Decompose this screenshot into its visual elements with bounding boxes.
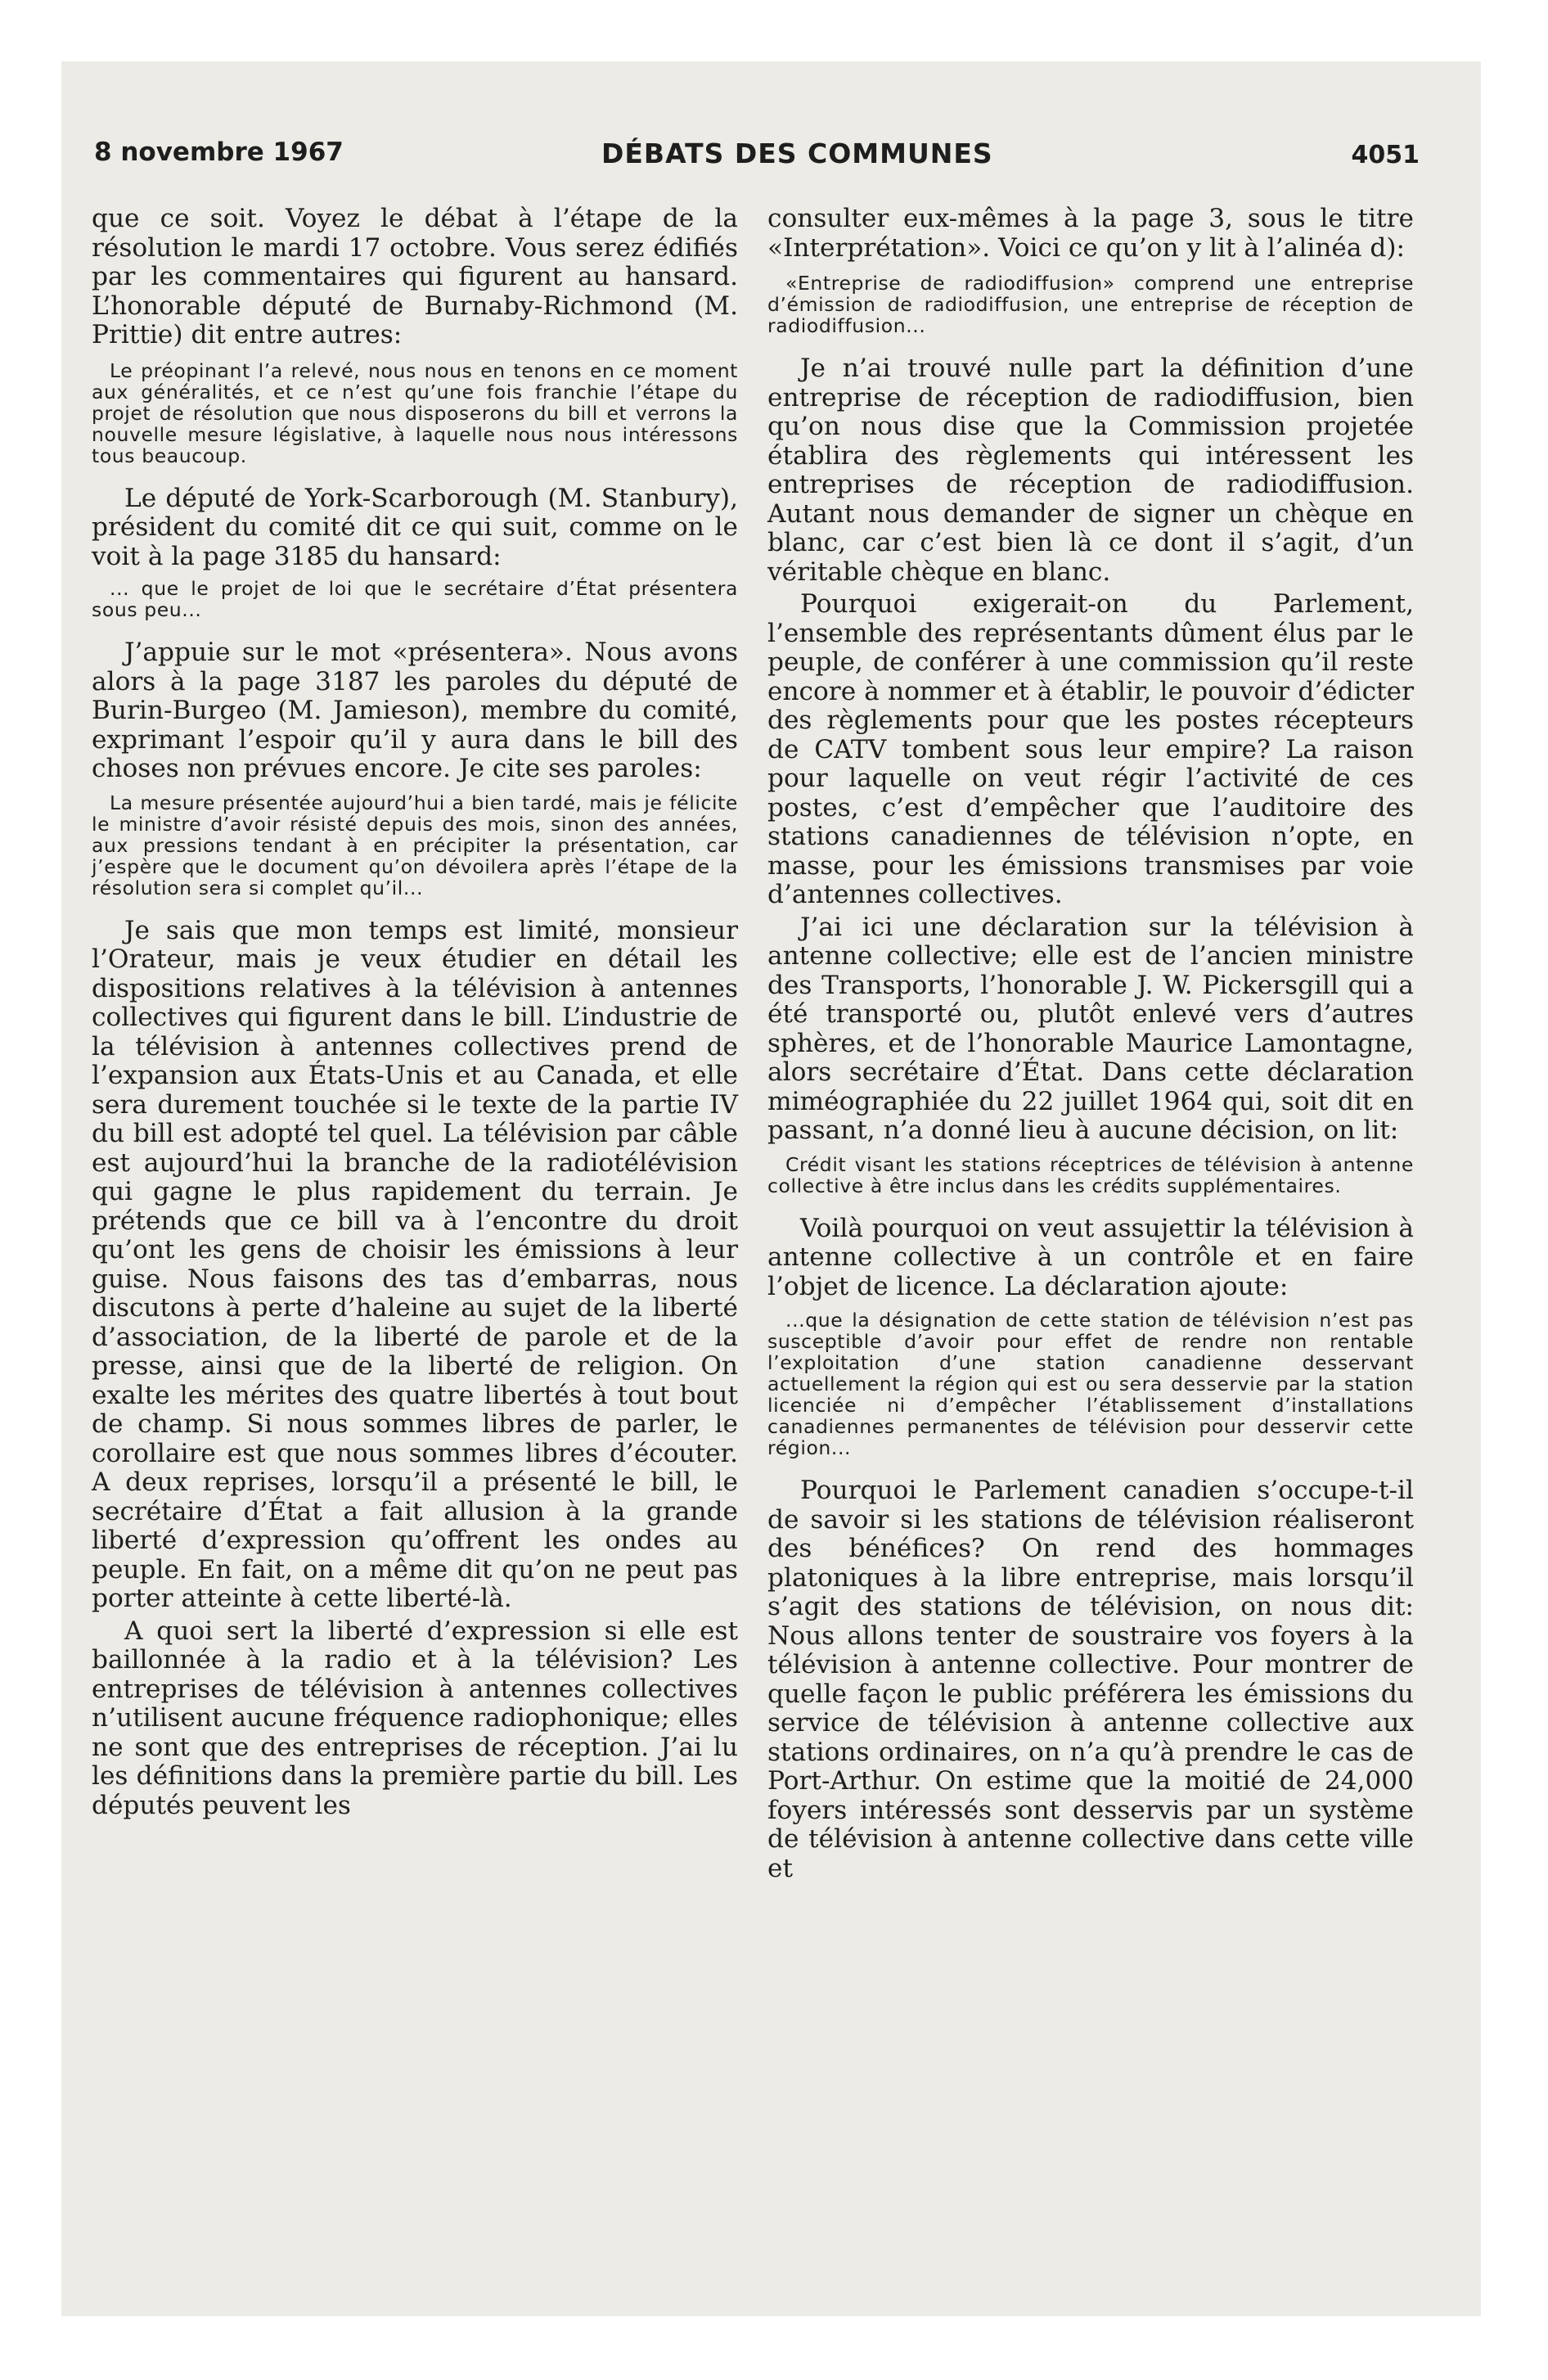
quotation: La mesure présentée aujourd’hui a bien tardé, mais je félicite le ministre d’avoir résisté depuis des mois, sinon des années, aux pressions tendant à en précipiter la présentation, car j’espère que le document qu’on dévoilera après l’étape de la résolution sera si complet qu’il... bbox=[92, 791, 738, 899]
paragraph: Pourquoi exigerait-on du Parlement, l’ensemble des représentants dûment élus par le peuple, de conférer à une commission qu’il reste encore à nommer et à établir, le pouvoir d’édicter des règlements pour que les postes récepteurs de CATV tombent sous leur empire? La raison pour laquelle on veut régir l’activité de ces postes, c’est d’empêcher que l’auditoire des stations canadiennes de télévision n’opte, en masse, pour les émissions transmises par voie d’antennes collectives. bbox=[767, 589, 1414, 909]
paragraph: Je sais que mon temps est limité, monsieur l’Orateur, mais je veux étudier en détail les dispositions relatives à la télévision à antennes collectives qui figurent dans le bill. L’industrie de la télévision à antennes collectives prend de l’expansion aux États-Unis et au Canada, et elle sera durement touchée si le texte de la partie IV du bill est adopté tel quel. La télévision par câble est aujourd’hui la branche de la radiotélévision qui gagne le plus rapidement du terrain. Je prétends que ce bill va à l’encontre du droit qu’ont les gens de choisir les émissions à leur guise. Nous faisons des tas d’embarras, nous discutons à perte d’haleine au sujet de la liberté d’association, de la liberté de parole et de la presse, ainsi que de la liberté de religion. On exalte les mérites des quatre libertés à tout bout de champ. Si nous sommes libres de parler, le corollaire est que nous sommes libres d’écouter. A deux reprises, lorsqu’il a présenté le bill, le secrétaire d’État a fait allusion à la grande liberté d’expression qu’offrent les ondes au peuple. En fait, on a même dit qu’on ne peut pas porter atteinte à cette liberté-là. bbox=[92, 915, 738, 1613]
quotation: «Entreprise de radiodiffusion» comprend une entreprise d’émission de radiodiffusion, une entreprise de réception de radiodiffusion... bbox=[767, 272, 1414, 337]
page-number: 4051 bbox=[1351, 141, 1420, 169]
quotation: ...que la désignation de cette station de télévision n’est pas susceptible d’avoir pour effet de rendre non rentable l’exploitation d’une station canadienne desservant actuellement la région qui est ou sera desservie par la station licenciée ni d’empêcher l’établissement d’installations canadiennes permanentes de télévision pour desservir cette région... bbox=[767, 1309, 1414, 1459]
paragraph: consulter eux-mêmes à la page 3, sous le titre «Interprétation». Voici ce qu’on y lit à l’alinéa d): bbox=[767, 204, 1414, 263]
quotation: Le préopinant l’a relevé, nous nous en tenons en ce moment aux généralités, et ce n’est qu’une fois franchie l’étape du projet de résolution que nous disposerons du bill et verrons la nouvelle mesure législative, à laquelle nous nous intéressons tous beaucoup. bbox=[92, 358, 738, 467]
paragraph: Le député de York-Scarborough (M. Stanbury), président du comité dit ce qui suit, comme on le voit à la page 3185 du hansard: bbox=[92, 483, 738, 571]
paragraph: A quoi sert la liberté d’expression si elle est baillonnée à la radio et à la télévision? Les entreprises de télévision à antennes collectives n’utilisent aucune fréquence radiophonique; elles ne sont que des entreprises de réception. J’ai lu les définitions dans la première partie du bill. Les députés peuvent les bbox=[92, 1616, 738, 1820]
paragraph: que ce soit. Voyez le débat à l’étape de la résolution le mardi 17 octobre. Vous serez édifiés par les commentaires qui figurent au hansard. L’honorable député de Burnaby-Richmond (M. Prittie) dit entre autres: bbox=[92, 204, 738, 349]
paragraph: J’ai ici une déclaration sur la télévision à antenne collective; elle est de l’ancien ministre des Transports, l’honorable J. W. Pickersgill qui a été transporté ou, plutôt enlevé vers d’autres sphères, et de l’honorable Maurice Lamontagne, alors secrétaire d’État. Dans cette déclaration miméographiée du 22 juillet 1964 qui, soit dit en passant, n’a donné lieu à aucune décision, on lit: bbox=[767, 912, 1414, 1145]
right-column bbox=[767, 205, 1414, 1883]
header-title: DÉBATS DES COMMUNES bbox=[601, 137, 993, 169]
paragraph: J’appuie sur le mot «présentera». Nous avons alors à la page 3187 les paroles du député de Burin-Burgeo (M. Jamieson), membre du comité, exprimant l’espoir qu’il y aura dans le bill des choses non prévues encore. Je cite ses paroles: bbox=[92, 638, 738, 783]
paragraph: Je n’ai trouvé nulle part la définition d’une entreprise de réception de radiodiffusion, bien qu’on nous dise que la Commission projetée établira des règlements qui intéressent les entreprises de réception de radiodiffusion. Autant nous demander de signer un chèque en blanc, car c’est bien là ce dont il s’agit, d’un véritable chèque en blanc. bbox=[767, 354, 1414, 587]
page-header bbox=[94, 137, 1420, 170]
quotation: ... que le projet de loi que le secrétaire d’État présentera sous peu... bbox=[92, 577, 738, 621]
left-column bbox=[92, 205, 738, 1820]
header-date: 8 novembre 1967 bbox=[94, 137, 344, 167]
paragraph: Pourquoi le Parlement canadien s’occupe-t-il de savoir si les stations de télévision réaliseront des bénéfices? On rend des hommages platoniques à la libre entreprise, mais lorsqu’il s’agit des stations de télévision, on nous dit: Nous allons tenter de soustraire vos foyers à la télévision à antenne collective. Pour montrer de quelle façon le public préférera les émissions du service de télévision à antenne collective aux stations ordinaires, on n’a qu’à prendre le cas de Port-Arthur. On estime que la moitié de 24,000 foyers intéressés sont desservis par un système de télévision à antenne collective dans cette ville et bbox=[767, 1476, 1414, 1883]
paragraph: Voilà pourquoi on veut assujettir la télévision à antenne collective à un contrôle et en faire l’objet de licence. La déclaration ajoute: bbox=[767, 1213, 1414, 1301]
quotation: Crédit visant les stations réceptrices de télévision à antenne collective à être inclus dans les crédits supplémentaires. bbox=[767, 1152, 1414, 1197]
